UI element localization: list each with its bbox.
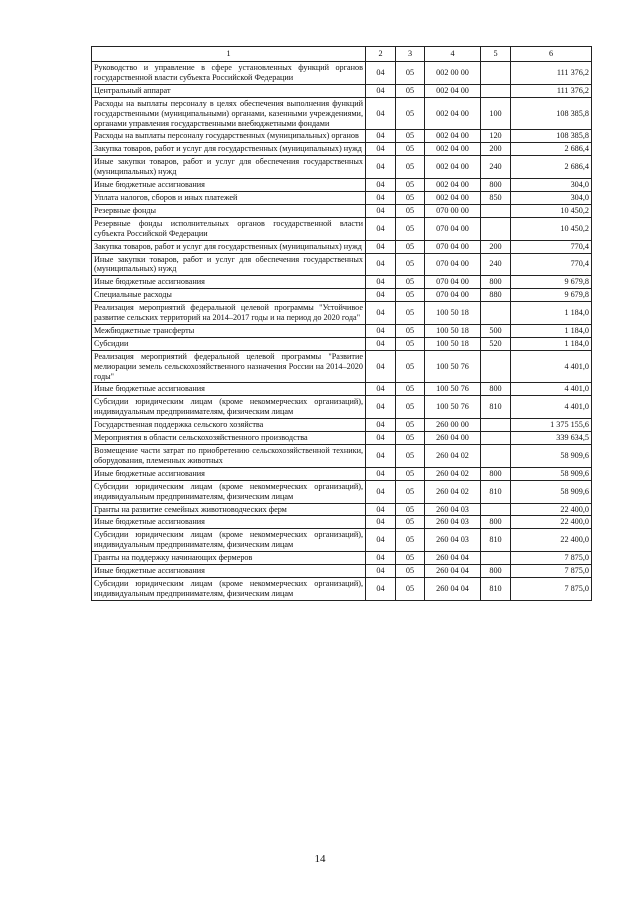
amount-cell: 339 634,5: [511, 432, 592, 445]
subsection-code-cell: 05: [396, 240, 425, 253]
subsection-code-cell: 05: [396, 302, 425, 325]
expense-type-cell: [481, 552, 511, 565]
header-row: [92, 47, 592, 62]
subsection-code-cell: 05: [396, 253, 425, 276]
table-row: [92, 97, 592, 130]
section-code-cell: 04: [366, 552, 396, 565]
row-name-cell: Государственная поддержка сельского хозяйства: [92, 419, 366, 432]
section-code-cell: 04: [366, 337, 396, 350]
amount-cell: 2 686,4: [511, 143, 592, 156]
section-code-cell: 04: [366, 324, 396, 337]
target-code-cell: 260 04 04: [425, 552, 481, 565]
target-code-cell: 002 04 00: [425, 179, 481, 192]
row-name-cell: Центральный аппарат: [92, 84, 366, 97]
amount-cell: 10 450,2: [511, 217, 592, 240]
expense-type-cell: 240: [481, 156, 511, 179]
target-code-cell: 260 04 02: [425, 445, 481, 468]
table-row: [92, 204, 592, 217]
section-code-cell: 04: [366, 191, 396, 204]
section-code-cell: 04: [366, 565, 396, 578]
target-code-cell: 002 00 00: [425, 62, 481, 85]
target-code-cell: 070 04 00: [425, 217, 481, 240]
section-code-cell: 04: [366, 289, 396, 302]
row-name-cell: Иные бюджетные ассигнования: [92, 467, 366, 480]
row-name-cell: Мероприятия в области сельскохозяйственного производства: [92, 432, 366, 445]
table-row: [92, 324, 592, 337]
target-code-cell: 100 50 18: [425, 302, 481, 325]
subsection-code-cell: 05: [396, 503, 425, 516]
subsection-code-cell: 05: [396, 467, 425, 480]
row-name-cell: Расходы на выплаты персоналу государственных (муниципальных) органов: [92, 130, 366, 143]
section-code-cell: 04: [366, 529, 396, 552]
table-row: [92, 565, 592, 578]
row-name-cell: Специальные расходы: [92, 289, 366, 302]
table-row: [92, 350, 592, 383]
table-row: [92, 143, 592, 156]
expense-type-cell: 880: [481, 289, 511, 302]
target-code-cell: 260 04 02: [425, 467, 481, 480]
amount-cell: 111 376,2: [511, 84, 592, 97]
amount-cell: 770,4: [511, 253, 592, 276]
target-code-cell: 070 04 00: [425, 289, 481, 302]
subsection-code-cell: 05: [396, 516, 425, 529]
amount-cell: 108 385,8: [511, 130, 592, 143]
subsection-code-cell: 05: [396, 552, 425, 565]
page-number: 14: [314, 853, 326, 865]
amount-cell: 58 909,6: [511, 467, 592, 480]
target-code-cell: 100 50 76: [425, 350, 481, 383]
expense-type-cell: [481, 217, 511, 240]
subsection-code-cell: 05: [396, 217, 425, 240]
section-code-cell: 04: [366, 204, 396, 217]
header-cell-3: 3: [396, 47, 425, 62]
subsection-code-cell: 05: [396, 156, 425, 179]
target-code-cell: 002 04 00: [425, 130, 481, 143]
subsection-code-cell: 05: [396, 84, 425, 97]
expense-type-cell: [481, 419, 511, 432]
amount-cell: 58 909,6: [511, 445, 592, 468]
target-code-cell: 002 04 00: [425, 143, 481, 156]
target-code-cell: 070 00 00: [425, 204, 481, 217]
row-name-cell: Гранты на развитие семейных животноводческих ферм: [92, 503, 366, 516]
expense-type-cell: 810: [481, 396, 511, 419]
table-row: [92, 552, 592, 565]
subsection-code-cell: 05: [396, 383, 425, 396]
table-row: [92, 156, 592, 179]
target-code-cell: 070 04 00: [425, 253, 481, 276]
table-row: [92, 467, 592, 480]
expense-type-cell: 520: [481, 337, 511, 350]
subsection-code-cell: 05: [396, 179, 425, 192]
row-name-cell: Субсидии юридическим лицам (кроме некоммерческих организаций), индивидуальным предпринимателям, физическим лицам: [92, 529, 366, 552]
section-code-cell: 04: [366, 577, 396, 600]
row-name-cell: Резервные фонды исполнительных органов государственной власти субъекта Российской Федерации: [92, 217, 366, 240]
amount-cell: 1 184,0: [511, 337, 592, 350]
amount-cell: 304,0: [511, 179, 592, 192]
expense-type-cell: 800: [481, 383, 511, 396]
section-code-cell: 04: [366, 97, 396, 130]
header-cell-4: 4: [425, 47, 481, 62]
subsection-code-cell: 05: [396, 324, 425, 337]
row-name-cell: Иные бюджетные ассигнования: [92, 276, 366, 289]
expense-type-cell: [481, 445, 511, 468]
target-code-cell: 260 04 02: [425, 480, 481, 503]
header-cell-5: 5: [481, 47, 511, 62]
amount-cell: 22 400,0: [511, 503, 592, 516]
subsection-code-cell: 05: [396, 432, 425, 445]
target-code-cell: 260 04 04: [425, 565, 481, 578]
subsection-code-cell: 05: [396, 565, 425, 578]
row-name-cell: Гранты на поддержку начинающих фермеров: [92, 552, 366, 565]
row-name-cell: Возмещение части затрат по приобретению сельскохозяйственной техники, оборудования, племенных животных: [92, 445, 366, 468]
expense-type-cell: [481, 302, 511, 325]
table-row: [92, 337, 592, 350]
table-row: [92, 396, 592, 419]
row-name-cell: Уплата налогов, сборов и иных платежей: [92, 191, 366, 204]
table-row: [92, 419, 592, 432]
expense-type-cell: 200: [481, 240, 511, 253]
expense-type-cell: 240: [481, 253, 511, 276]
target-code-cell: 070 04 00: [425, 240, 481, 253]
expense-type-cell: 200: [481, 143, 511, 156]
row-name-cell: Субсидии юридическим лицам (кроме некоммерческих организаций), индивидуальным предпринимателям, физическим лицам: [92, 480, 366, 503]
table-row: [92, 191, 592, 204]
subsection-code-cell: 05: [396, 529, 425, 552]
row-name-cell: Иные бюджетные ассигнования: [92, 383, 366, 396]
expense-type-cell: 800: [481, 179, 511, 192]
target-code-cell: 100 50 18: [425, 324, 481, 337]
subsection-code-cell: 05: [396, 143, 425, 156]
amount-cell: 22 400,0: [511, 529, 592, 552]
table-row: [92, 276, 592, 289]
section-code-cell: 04: [366, 516, 396, 529]
target-code-cell: 002 04 00: [425, 97, 481, 130]
target-code-cell: 260 04 03: [425, 529, 481, 552]
amount-cell: 1 375 155,6: [511, 419, 592, 432]
table-row: [92, 516, 592, 529]
row-name-cell: Субсидии юридическим лицам (кроме некоммерческих организаций), индивидуальным предпринимателям, физическим лицам: [92, 396, 366, 419]
section-code-cell: 04: [366, 445, 396, 468]
target-code-cell: 002 04 00: [425, 156, 481, 179]
row-name-cell: Межбюджетные трансферты: [92, 324, 366, 337]
subsection-code-cell: 05: [396, 97, 425, 130]
amount-cell: 7 875,0: [511, 552, 592, 565]
amount-cell: 4 401,0: [511, 396, 592, 419]
amount-cell: 9 679,8: [511, 276, 592, 289]
subsection-code-cell: 05: [396, 396, 425, 419]
header-cell-6: 6: [511, 47, 592, 62]
subsection-code-cell: 05: [396, 337, 425, 350]
table-row: [92, 529, 592, 552]
amount-cell: 10 450,2: [511, 204, 592, 217]
expense-type-cell: 810: [481, 529, 511, 552]
target-code-cell: 260 04 00: [425, 432, 481, 445]
subsection-code-cell: 05: [396, 480, 425, 503]
expense-type-cell: 850: [481, 191, 511, 204]
section-code-cell: 04: [366, 396, 396, 419]
row-name-cell: Субсидии: [92, 337, 366, 350]
row-name-cell: Руководство и управление в сфере установленных функций органов государственной власти субъекта Российской Федерации: [92, 62, 366, 85]
row-name-cell: Резервные фонды: [92, 204, 366, 217]
section-code-cell: 04: [366, 480, 396, 503]
expense-type-cell: 800: [481, 276, 511, 289]
subsection-code-cell: 05: [396, 419, 425, 432]
table-row: [92, 179, 592, 192]
subsection-code-cell: 05: [396, 62, 425, 85]
subsection-code-cell: 05: [396, 204, 425, 217]
expense-type-cell: [481, 503, 511, 516]
table-row: [92, 302, 592, 325]
table-row: [92, 432, 592, 445]
amount-cell: 111 376,2: [511, 62, 592, 85]
section-code-cell: 04: [366, 419, 396, 432]
table-row: [92, 217, 592, 240]
section-code-cell: 04: [366, 179, 396, 192]
expense-type-cell: 800: [481, 467, 511, 480]
expense-type-cell: 100: [481, 97, 511, 130]
target-code-cell: 260 04 04: [425, 577, 481, 600]
amount-cell: 22 400,0: [511, 516, 592, 529]
expense-type-cell: 810: [481, 480, 511, 503]
table-row: [92, 289, 592, 302]
table-row: [92, 130, 592, 143]
row-name-cell: Иные бюджетные ассигнования: [92, 179, 366, 192]
row-name-cell: Иные бюджетные ассигнования: [92, 516, 366, 529]
row-name-cell: Иные закупки товаров, работ и услуг для обеспечения государственных (муниципальных) нужд: [92, 253, 366, 276]
subsection-code-cell: 05: [396, 130, 425, 143]
expense-type-cell: 500: [481, 324, 511, 337]
section-code-cell: 04: [366, 130, 396, 143]
subsection-code-cell: 05: [396, 289, 425, 302]
section-code-cell: 04: [366, 467, 396, 480]
header-cell-1: 1: [92, 47, 366, 62]
table-row: [92, 577, 592, 600]
section-code-cell: 04: [366, 383, 396, 396]
expense-type-cell: [481, 62, 511, 85]
table-row: [92, 84, 592, 97]
table-body: [92, 47, 592, 601]
section-code-cell: 04: [366, 432, 396, 445]
table-row: [92, 383, 592, 396]
amount-cell: 7 875,0: [511, 577, 592, 600]
section-code-cell: 04: [366, 156, 396, 179]
target-code-cell: 002 04 00: [425, 84, 481, 97]
amount-cell: 58 909,6: [511, 480, 592, 503]
expense-type-cell: [481, 432, 511, 445]
row-name-cell: Закупка товаров, работ и услуг для государственных (муниципальных) нужд: [92, 240, 366, 253]
amount-cell: 304,0: [511, 191, 592, 204]
subsection-code-cell: 05: [396, 577, 425, 600]
section-code-cell: 04: [366, 143, 396, 156]
subsection-code-cell: 05: [396, 276, 425, 289]
amount-cell: 1 184,0: [511, 302, 592, 325]
target-code-cell: 002 04 00: [425, 191, 481, 204]
expense-type-cell: 800: [481, 516, 511, 529]
section-code-cell: 04: [366, 350, 396, 383]
budget-table: [91, 46, 592, 601]
expense-type-cell: [481, 350, 511, 383]
amount-cell: 770,4: [511, 240, 592, 253]
expense-type-cell: 800: [481, 565, 511, 578]
row-name-cell: Реализация мероприятий федеральной целевой программы "Развитие мелиорации земель сельскохозяйственного назначения России на 2014–2020 годы": [92, 350, 366, 383]
target-code-cell: 070 04 00: [425, 276, 481, 289]
section-code-cell: 04: [366, 253, 396, 276]
row-name-cell: Реализация мероприятий федеральной целевой программы "Устойчивое развитие сельских территорий на 2014–2017 годы и на период до 2020 года": [92, 302, 366, 325]
expense-type-cell: 120: [481, 130, 511, 143]
target-code-cell: 260 00 00: [425, 419, 481, 432]
header-cell-2: 2: [366, 47, 396, 62]
amount-cell: 4 401,0: [511, 383, 592, 396]
section-code-cell: 04: [366, 84, 396, 97]
amount-cell: 108 385,8: [511, 97, 592, 130]
table-row: [92, 503, 592, 516]
amount-cell: 9 679,8: [511, 289, 592, 302]
target-code-cell: 100 50 76: [425, 396, 481, 419]
subsection-code-cell: 05: [396, 445, 425, 468]
amount-cell: 7 875,0: [511, 565, 592, 578]
section-code-cell: 04: [366, 240, 396, 253]
row-name-cell: Расходы на выплаты персоналу в целях обеспечения выполнения функций государственными (муниципальными) органами, казенными учреждениями, органами управления государственными внебюджетными фондами: [92, 97, 366, 130]
row-name-cell: Иные бюджетные ассигнования: [92, 565, 366, 578]
expense-type-cell: 810: [481, 577, 511, 600]
subsection-code-cell: 05: [396, 191, 425, 204]
amount-cell: 1 184,0: [511, 324, 592, 337]
table-row: [92, 62, 592, 85]
target-code-cell: 260 04 03: [425, 516, 481, 529]
section-code-cell: 04: [366, 217, 396, 240]
target-code-cell: 260 04 03: [425, 503, 481, 516]
expense-type-cell: [481, 204, 511, 217]
section-code-cell: 04: [366, 62, 396, 85]
target-code-cell: 100 50 18: [425, 337, 481, 350]
target-code-cell: 100 50 76: [425, 383, 481, 396]
section-code-cell: 04: [366, 302, 396, 325]
expense-type-cell: [481, 84, 511, 97]
row-name-cell: Иные закупки товаров, работ и услуг для обеспечения государственных (муниципальных) нужд: [92, 156, 366, 179]
section-code-cell: 04: [366, 503, 396, 516]
subsection-code-cell: 05: [396, 350, 425, 383]
table-row: [92, 445, 592, 468]
table-row: [92, 240, 592, 253]
table-row: [92, 480, 592, 503]
amount-cell: 4 401,0: [511, 350, 592, 383]
table-row: [92, 253, 592, 276]
row-name-cell: Закупка товаров, работ и услуг для государственных (муниципальных) нужд: [92, 143, 366, 156]
amount-cell: 2 686,4: [511, 156, 592, 179]
section-code-cell: 04: [366, 276, 396, 289]
row-name-cell: Субсидии юридическим лицам (кроме некоммерческих организаций), индивидуальным предпринимателям, физическим лицам: [92, 577, 366, 600]
